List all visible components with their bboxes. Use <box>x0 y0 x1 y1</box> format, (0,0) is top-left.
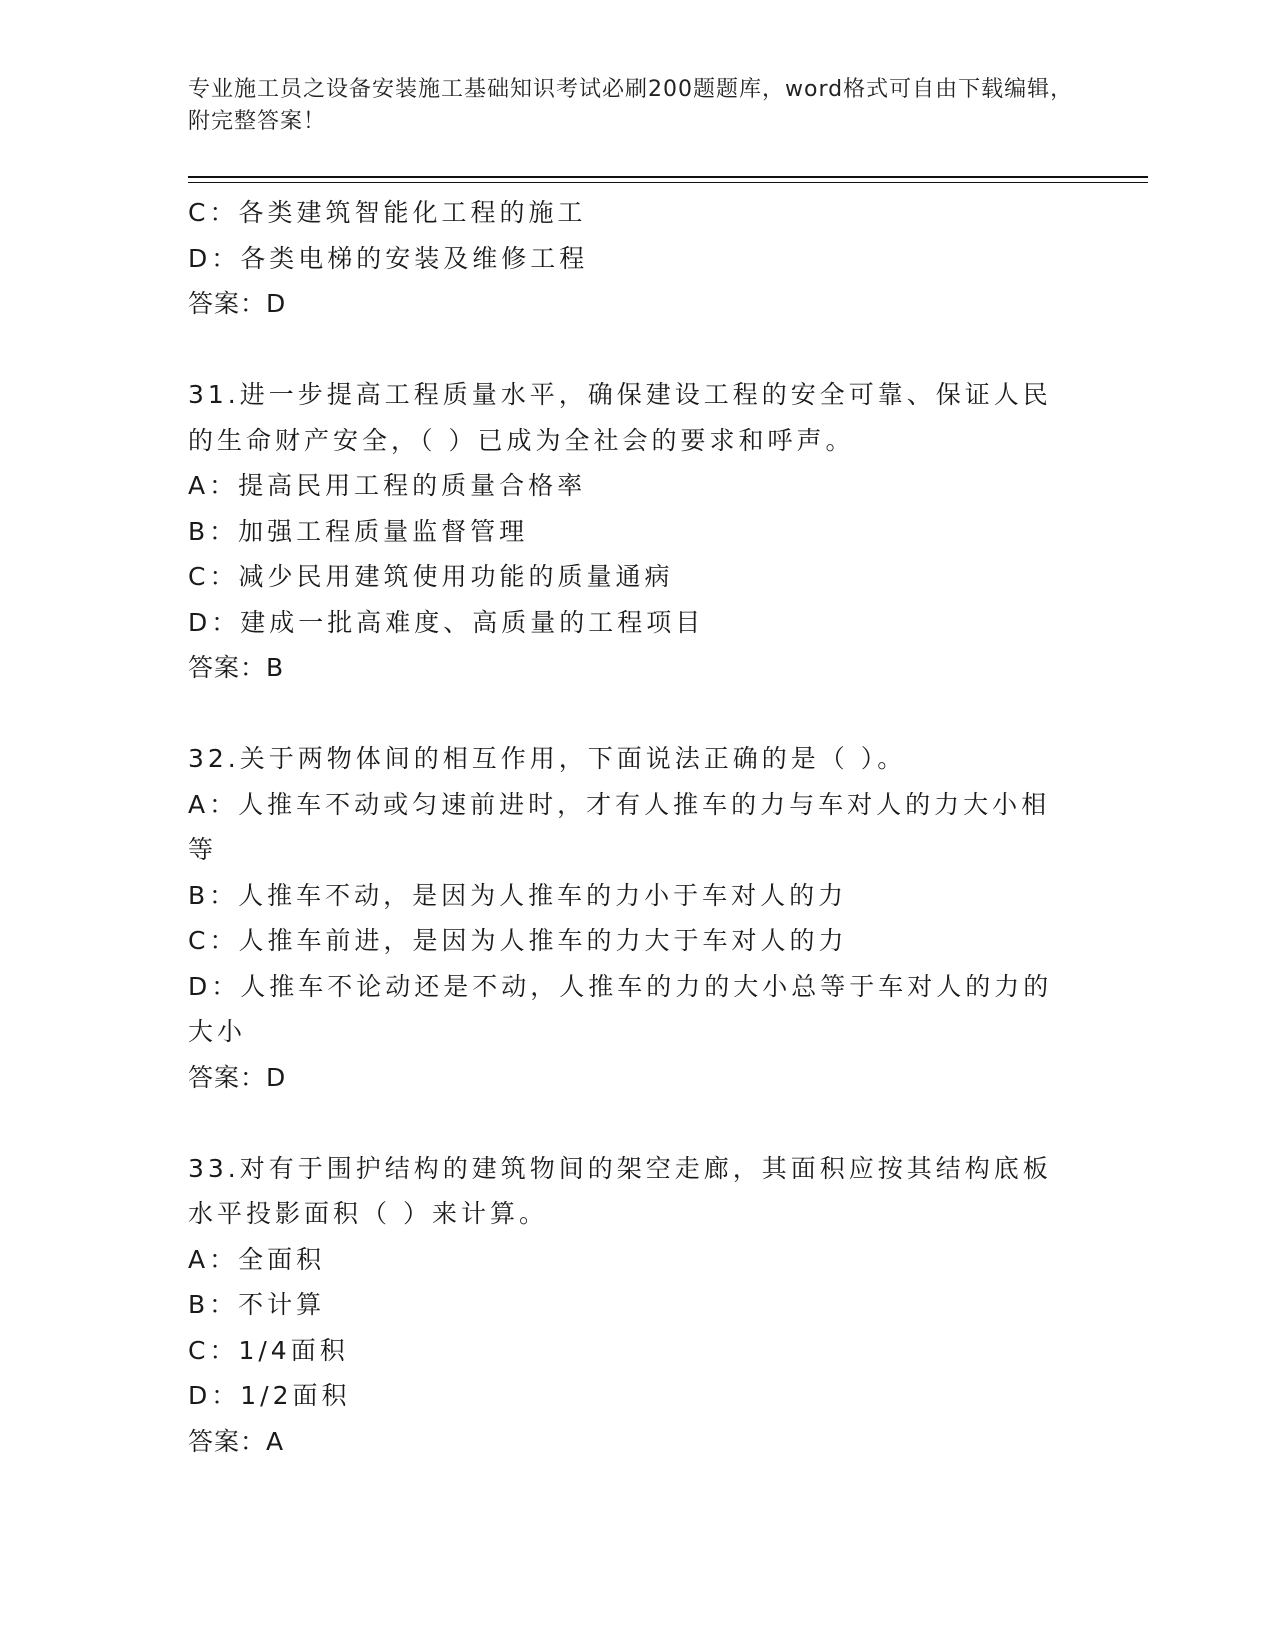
answer: 答案：B <box>188 653 285 682</box>
option-a: A：提高民用工程的质量合格率 <box>188 471 587 500</box>
carryover-option-d: D：各类电梯的安装及维修工程 <box>188 243 589 273</box>
option-d: D：人推车不论动还是不动，人推车的力的大小总等于车对人的力的大小 <box>188 971 1053 1046</box>
option-b: B：不计算 <box>188 1290 326 1319</box>
question-32 <box>188 736 1068 1100</box>
header-divider-thin <box>188 182 1148 183</box>
question-stem: 33.对有于围护结构的建筑物间的架空走廊，其面积应按其结构底板水平投影面积（ ）来计算。 <box>188 1153 1052 1228</box>
option-a: A：全面积 <box>188 1244 326 1274</box>
option-a: A：人推车不动或匀速前进时，才有人推车的力与车对人的力大小相等 <box>188 789 1051 864</box>
question-31 <box>188 372 1068 691</box>
option-d: D：1/2面积 <box>188 1381 351 1410</box>
spacer <box>188 691 1068 737</box>
option-c: C：1/4面积 <box>188 1335 349 1365</box>
carryover-answer: 答案：D <box>188 289 287 318</box>
document-header: 专业施工员之设备安装施工基础知识考试必刷200题题库，word格式可自由下载编辑，附完整答案！ <box>188 77 1074 134</box>
question-stem: 32.关于两物体间的相互作用，下面说法正确的是（ ）。 <box>188 744 907 773</box>
option-c: C：减少民用建筑使用功能的质量通病 <box>188 562 674 591</box>
option-c: C：人推车前进，是因为人推车的力大于车对人的力 <box>188 926 848 955</box>
answer: 答案：D <box>188 1062 287 1092</box>
header-divider-thick <box>188 176 1148 178</box>
option-d: D：建成一批高难度、高质量的工程项目 <box>188 607 705 637</box>
question-33 <box>188 1146 1068 1465</box>
option-b: B：人推车不动，是因为人推车的力小于车对人的力 <box>188 880 848 910</box>
spacer <box>188 327 1068 373</box>
question-stem: 31.进一步提高工程质量水平，确保建设工程的安全可靠、保证人民的生命财产安全，（ ）已成为全社会的要求和呼声。 <box>188 380 1052 455</box>
question-content <box>188 190 1068 1464</box>
answer: 答案：A <box>188 1426 285 1456</box>
spacer <box>188 1100 1068 1146</box>
carryover-option-c: C：各类建筑智能化工程的施工 <box>188 198 587 227</box>
option-b: B：加强工程质量监督管理 <box>188 516 529 546</box>
